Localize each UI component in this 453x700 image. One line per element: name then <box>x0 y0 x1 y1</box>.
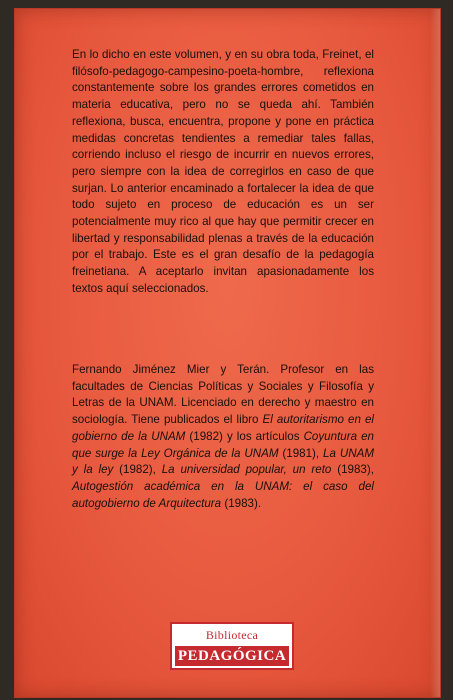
article-title-4: Autogestión académica en la UNAM: el caso del autogobierno de Arquitectura <box>72 479 374 510</box>
bio-text-2: (1982) y los artículos <box>185 429 304 443</box>
bio-text-1: Fernando Jiménez Mier y Terán. Profesor en las facultades de Ciencias Políticas y Sociales y Filosofía y Letras de la UNAM. Licenciado en derecho y maestro en sociología. Tiene publicados el libro <box>72 363 374 427</box>
publisher-logo <box>170 622 294 670</box>
bio-text-6: (1983). <box>221 496 262 510</box>
bio-text-5: (1983), <box>331 463 374 477</box>
author-bio-paragraph <box>72 362 374 512</box>
article-title-1: Coyuntura en que surge la Ley Orgánica de la UNAM <box>72 429 375 460</box>
logo-bottom-text: PEDAGÓGICA <box>175 646 289 666</box>
logo-top-text: Biblioteca <box>205 628 259 642</box>
book-title-1: El autoritarismo en el gobierno de la UNAM <box>72 413 374 443</box>
synopsis-paragraph: En lo dicho en este volumen, y en su obra toda, Freinet, el filósofo-pedagogo-campesino-poeta-hombre, reflexiona constantemente sobre los grandes errores cometidos en materia educativa, pero no se queda ahí. También reflexiona, busca, encuentra, propone y pone en práctica medidas concretas tendientes a remediar tales fallas, corriendo incluso el riesgo de incurrir en nuevos errores, pero siempre con la idea de corregirlos en caso de que surjan. Lo anterior encaminado a fortalecer la idea de que todo sujeto en proceso de educación es un ser potencialmente muy rico al que hay que permitir crecer en libertad y responsabilidad plenas a través de la educación por el trabajo. Este es el gran desafío de la pedagogía freinetiana. A aceptarlo invitan apasionadamente los textos aquí seleccionados. <box>72 48 374 295</box>
article-title-3: La universidad popular, un reto <box>161 463 332 477</box>
article-title-2: La UNAM y la ley <box>72 446 374 477</box>
bio-text-4: (1982), <box>113 463 162 477</box>
bio-text-3: (1981), <box>278 446 324 460</box>
